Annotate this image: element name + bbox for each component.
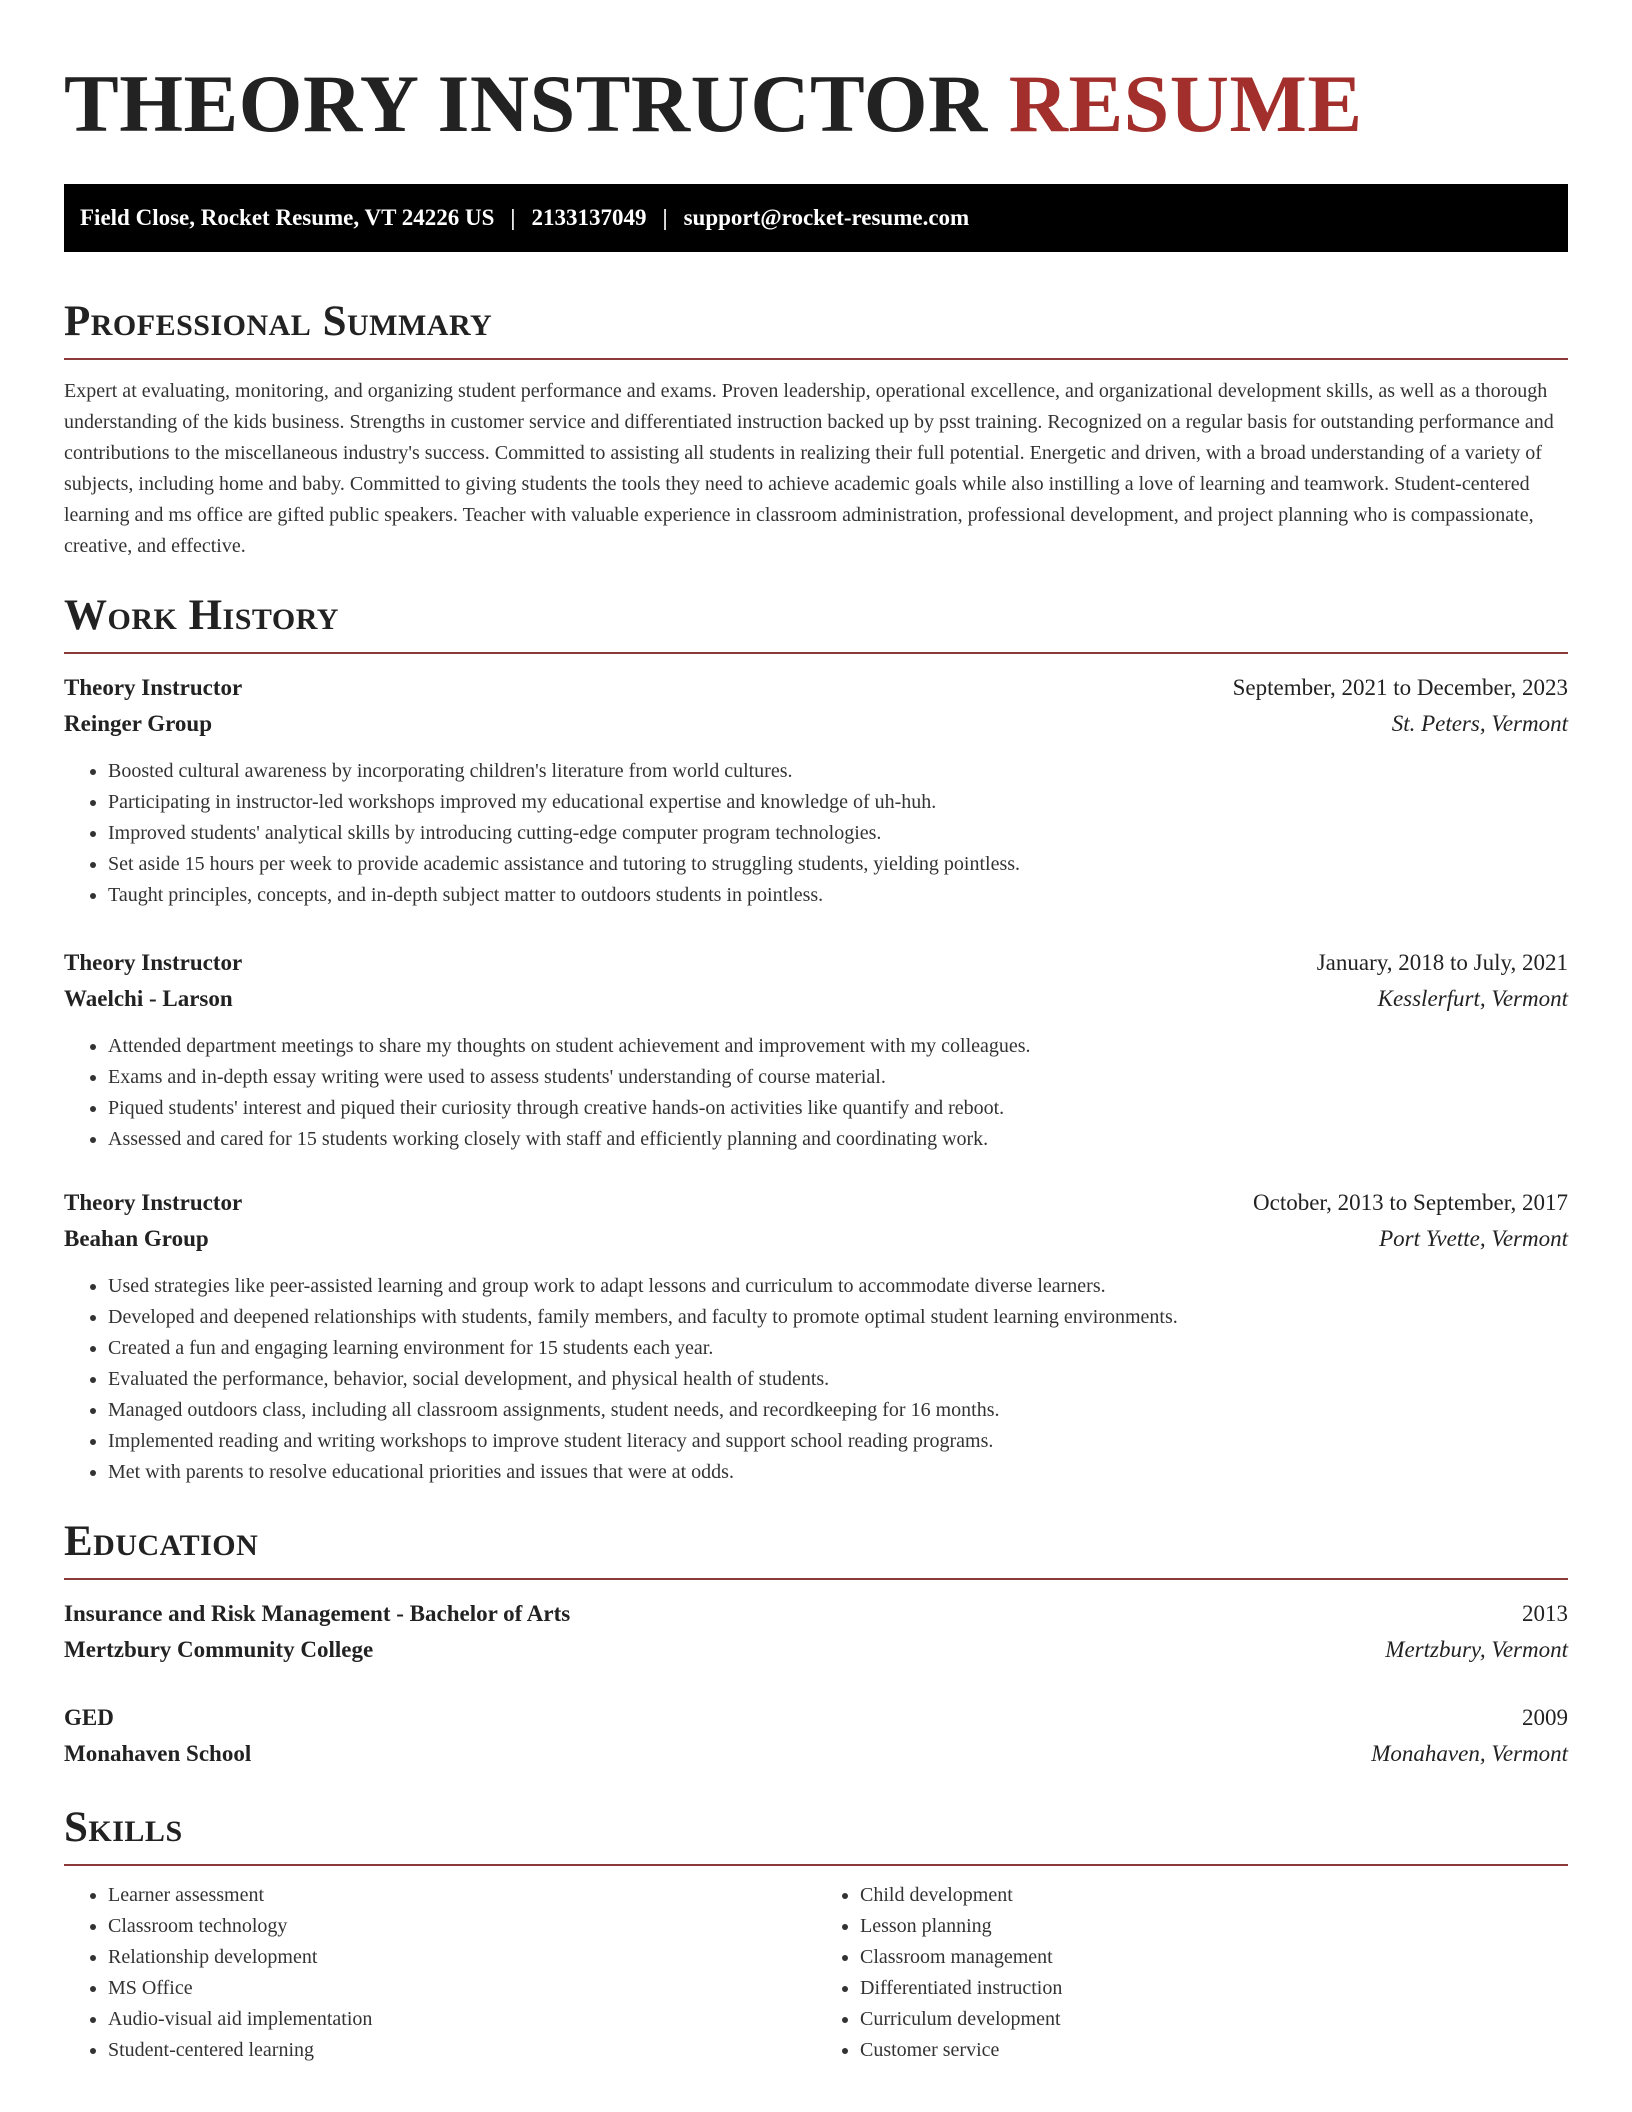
- skills-list-left: [64, 1880, 816, 2066]
- title-main: THEORY INSTRUCTOR: [64, 58, 988, 149]
- job-company: Beahan Group: [64, 1226, 209, 1251]
- contact-address: Field Close, Rocket Resume, VT 24226 US: [80, 205, 495, 230]
- list-item: • Participating in instructor-led workshops improved my educational expertise and knowledge of uh-huh.: [108, 787, 1568, 818]
- list-item: • Lesson planning: [860, 1911, 1568, 1942]
- list-item: • Classroom technology: [108, 1911, 816, 1942]
- section-divider: [64, 652, 1568, 654]
- education-degree: GED: [64, 1705, 114, 1730]
- education-year: 2013: [1522, 1601, 1568, 1626]
- contact-phone: 2133137049: [531, 205, 647, 230]
- education-header-row: [64, 1700, 1568, 1736]
- list-item: • Attended department meetings to share my thoughts on student achievement and improvement with my colleagues.: [108, 1031, 1568, 1062]
- list-item: • Learner assessment: [108, 1880, 816, 1911]
- list-item: • Managed outdoors class, including all classroom assignments, student needs, and recordkeeping for 16 months.: [108, 1395, 1568, 1426]
- list-item: • Curriculum development: [860, 2004, 1568, 2035]
- list-item: • Relationship development: [108, 1942, 816, 1973]
- section-heading: Work History: [64, 592, 339, 639]
- section-heading: Professional Summary: [64, 298, 493, 345]
- job-company: Reinger Group: [64, 711, 213, 736]
- section-heading: Skills: [64, 1804, 183, 1851]
- list-item: • Audio-visual aid implementation: [108, 2004, 816, 2035]
- education-location: Mertzbury, Vermont: [1385, 1637, 1568, 1662]
- skills-section: [64, 1802, 1568, 2066]
- contact-separator: |: [662, 205, 668, 230]
- job-bullets: [64, 1271, 1568, 1488]
- education-entry: [64, 1596, 1568, 1668]
- list-item: • Taught principles, concepts, and in-depth subject matter to outdoors students in pointless.: [108, 880, 1568, 911]
- job-title: Theory Instructor: [64, 1190, 243, 1215]
- job-title: Theory Instructor: [64, 675, 243, 700]
- work-history-section: [64, 590, 1568, 1488]
- education-school-row: [64, 1632, 1568, 1668]
- section-heading: Education: [64, 1518, 259, 1565]
- list-item: • Used strategies like peer-assisted learning and group work to adapt lessons and curriculum to accommodate diverse learners.: [108, 1271, 1568, 1302]
- job-location: Kesslerfurt, Vermont: [1377, 986, 1568, 1011]
- list-item: • MS Office: [108, 1973, 816, 2004]
- skills-grid: [64, 1880, 1568, 2066]
- job-location: St. Peters, Vermont: [1391, 711, 1568, 736]
- job-header-row: [64, 945, 1568, 981]
- job-dates: September, 2021 to December, 2023: [1232, 675, 1568, 700]
- list-item: • Evaluated the performance, behavior, social development, and physical health of students.: [108, 1364, 1568, 1395]
- education-year: 2009: [1522, 1705, 1568, 1730]
- list-item: • Developed and deepened relationships with students, family members, and faculty to promote optimal student learning environments.: [108, 1302, 1568, 1333]
- list-item: • Assessed and cared for 15 students working closely with staff and efficiently planning and coordinating work.: [108, 1124, 1568, 1155]
- job-dates: January, 2018 to July, 2021: [1316, 950, 1568, 975]
- education-location: Monahaven, Vermont: [1371, 1741, 1568, 1766]
- education-header-row: [64, 1596, 1568, 1632]
- job-bullets: [64, 756, 1568, 911]
- title-accent: RESUME: [1008, 58, 1363, 149]
- list-item: • Child development: [860, 1880, 1568, 1911]
- education-entry: [64, 1700, 1568, 1772]
- section-divider: [64, 358, 1568, 360]
- list-item: • Boosted cultural awareness by incorporating children's literature from world cultures.: [108, 756, 1568, 787]
- section-divider: [64, 1578, 1568, 1580]
- education-degree: Insurance and Risk Management - Bachelor of Arts: [64, 1601, 571, 1626]
- list-item: • Implemented reading and writing workshops to improve student literacy and support school reading programs.: [108, 1426, 1568, 1457]
- job-header-row: [64, 1185, 1568, 1221]
- job-company-row: [64, 981, 1568, 1017]
- job-location: Port Yvette, Vermont: [1379, 1226, 1568, 1251]
- job-header-row: [64, 670, 1568, 706]
- list-item: • Classroom management: [860, 1942, 1568, 1973]
- contact-separator: |: [510, 205, 516, 230]
- education-school-row: [64, 1736, 1568, 1772]
- list-item: • Student-centered learning: [108, 2035, 816, 2066]
- job-company: Waelchi - Larson: [64, 986, 233, 1011]
- job-entry: [64, 945, 1568, 1155]
- resume-title: [64, 0, 1568, 152]
- education-school: Monahaven School: [64, 1741, 252, 1766]
- list-item: • Improved students' analytical skills by introducing cutting-edge computer program technologies.: [108, 818, 1568, 849]
- contact-bar: [64, 184, 1568, 252]
- job-dates: October, 2013 to September, 2017: [1253, 1190, 1568, 1215]
- summary-text: Expert at evaluating, monitoring, and organizing student performance and exams. Proven leadership, operational excellence, and organizational development skills, as well as a thorough understanding of the kids business. Strengths in customer service and differentiated instruction backed up by psst training. Recognized on a regular basis for outstanding performance and contributions to the miscellaneous industry's success. Committed to assisting all students in realizing their full potential. Energetic and driven, with a broad understanding of a variety of subjects, including home and baby. Committed to giving students the tools they need to achieve academic goals while also instilling a love of learning and teamwork. Student-centered learning and ms office are gifted public speakers. Teacher with valuable experience in classroom administration, professional development, and project planning who is compassionate, creative, and effective.: [64, 380, 1554, 557]
- summary-section: [64, 296, 1568, 562]
- skills-list-right: [816, 1880, 1568, 2066]
- job-company-row: [64, 1221, 1568, 1257]
- list-item: • Piqued students' interest and piqued their curiosity through creative hands-on activities like quantify and reboot.: [108, 1093, 1568, 1124]
- list-item: • Set aside 15 hours per week to provide academic assistance and tutoring to struggling students, yielding pointless.: [108, 849, 1568, 880]
- section-divider: [64, 1864, 1568, 1866]
- education-school: Mertzbury Community College: [64, 1637, 374, 1662]
- list-item: • Differentiated instruction: [860, 1973, 1568, 2004]
- job-title: Theory Instructor: [64, 950, 243, 975]
- job-company-row: [64, 706, 1568, 742]
- list-item: • Customer service: [860, 2035, 1568, 2066]
- contact-email: support@rocket-resume.com: [683, 205, 970, 230]
- job-entry: [64, 670, 1568, 911]
- job-bullets: [64, 1031, 1568, 1155]
- list-item: • Exams and in-depth essay writing were used to assess students' understanding of course material.: [108, 1062, 1568, 1093]
- list-item: • Created a fun and engaging learning environment for 15 students each year.: [108, 1333, 1568, 1364]
- education-section: [64, 1516, 1568, 1772]
- list-item: • Met with parents to resolve educational priorities and issues that were at odds.: [108, 1457, 1568, 1488]
- job-entry: [64, 1185, 1568, 1488]
